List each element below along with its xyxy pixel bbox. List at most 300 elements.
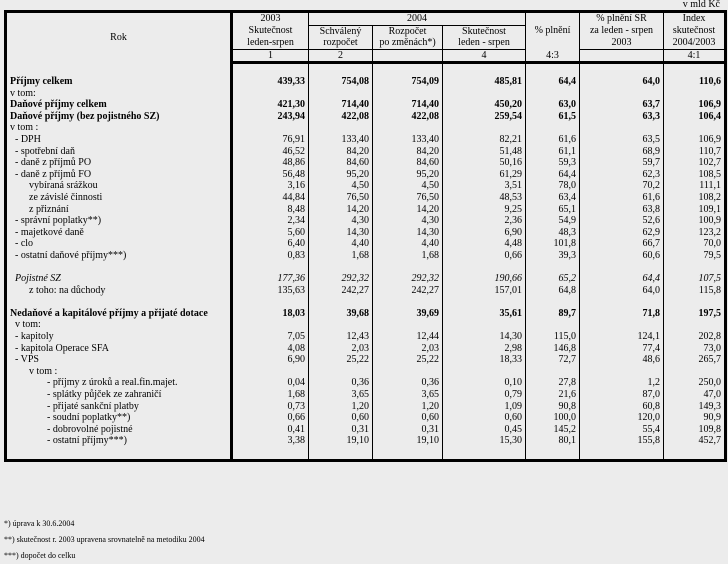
table-row xyxy=(6,192,726,204)
row-label: - majetkové daně xyxy=(15,226,84,238)
row-value: 73,0 xyxy=(664,343,726,355)
row-value: 2,98 xyxy=(443,343,526,355)
row-value: 292,32 xyxy=(309,273,373,285)
row-value: 4,30 xyxy=(373,215,443,227)
row-value: 106,9 xyxy=(664,134,726,146)
row-value: 25,22 xyxy=(373,354,443,366)
row-value: 1,09 xyxy=(443,401,526,413)
row-value xyxy=(526,261,580,273)
table-row xyxy=(6,319,726,331)
row-label xyxy=(6,447,232,460)
row-value: 61,6 xyxy=(580,192,664,204)
row-value: 177,36 xyxy=(232,273,309,285)
row-value: 1,20 xyxy=(373,401,443,413)
row-value: 87,0 xyxy=(580,389,664,401)
row-value: 54,9 xyxy=(526,215,580,227)
row-value: 65,1 xyxy=(526,204,580,216)
header-2003-period: leden-srpen xyxy=(232,37,309,49)
row-value: 0,73 xyxy=(232,401,309,413)
row-label: - clo xyxy=(15,238,34,250)
row-label: z přiznání xyxy=(29,203,69,215)
header-plneni-sr-1: % plnění SR xyxy=(580,12,664,26)
row-value xyxy=(526,319,580,331)
row-value: 145,2 xyxy=(526,424,580,436)
row-value: 70,2 xyxy=(580,180,664,192)
row-value xyxy=(232,447,309,460)
row-value: 19,10 xyxy=(373,435,443,447)
row-value: 8,48 xyxy=(232,204,309,216)
row-value: 714,40 xyxy=(373,99,443,111)
row-label: - DPH xyxy=(15,133,41,145)
table-row xyxy=(6,169,726,181)
table-row xyxy=(6,227,726,239)
row-value: 64,0 xyxy=(580,285,664,297)
row-value: 7,05 xyxy=(232,331,309,343)
row-value: 157,01 xyxy=(443,285,526,297)
header-skut-2: leden - srpen xyxy=(443,37,526,49)
row-value xyxy=(443,319,526,331)
row-value: 1,20 xyxy=(309,401,373,413)
row-value: 64,4 xyxy=(580,273,664,285)
row-value: 120,0 xyxy=(580,412,664,424)
row-value: 18,33 xyxy=(443,354,526,366)
table-row xyxy=(6,377,726,389)
row-value: 12,44 xyxy=(373,331,443,343)
row-label: - ostatní příjmy***) xyxy=(47,435,127,447)
row-value: 61,6 xyxy=(526,134,580,146)
row-value: 109,8 xyxy=(664,424,726,436)
unit-label: v mld Kč xyxy=(682,0,720,10)
row-value xyxy=(526,366,580,378)
row-label: - kapitoly xyxy=(15,331,54,343)
row-value: 27,8 xyxy=(526,377,580,389)
row-label: - přijaté sankční platby xyxy=(47,400,139,412)
row-value xyxy=(232,296,309,308)
row-label: v tom : xyxy=(29,365,58,377)
header-plneni-sr-2: za leden - srpen xyxy=(580,25,664,37)
row-value: 124,1 xyxy=(580,331,664,343)
row-label: - spotřební daň xyxy=(15,145,75,157)
row-value: 108,2 xyxy=(664,192,726,204)
row-value: 714,40 xyxy=(309,99,373,111)
row-value xyxy=(309,261,373,273)
row-value xyxy=(580,261,664,273)
row-value: 55,4 xyxy=(580,424,664,436)
row-value: 64,4 xyxy=(526,169,580,181)
row-value: 48,86 xyxy=(232,157,309,169)
row-value xyxy=(373,319,443,331)
table-body xyxy=(6,63,726,460)
table-row xyxy=(6,285,726,297)
header-skut-1: Skutečnost xyxy=(443,25,526,37)
row-value xyxy=(664,63,726,76)
row-value xyxy=(526,122,580,134)
header-2003-skut: Skutečnost xyxy=(232,25,309,37)
row-value: 50,16 xyxy=(443,157,526,169)
table-row xyxy=(6,261,726,273)
row-value: 71,8 xyxy=(580,308,664,320)
row-value: 48,3 xyxy=(526,227,580,239)
row-value: 12,43 xyxy=(309,331,373,343)
row-value xyxy=(580,319,664,331)
row-value: 102,7 xyxy=(664,157,726,169)
row-value: 3,51 xyxy=(443,180,526,192)
row-value: 21,6 xyxy=(526,389,580,401)
row-label xyxy=(6,261,232,273)
row-value: 108,5 xyxy=(664,169,726,181)
col-num-2: 2 xyxy=(309,49,373,63)
row-value: 14,30 xyxy=(373,227,443,239)
row-value: 100,9 xyxy=(664,215,726,227)
row-value: 84,60 xyxy=(373,157,443,169)
row-value: 242,27 xyxy=(309,285,373,297)
footnote: *) úprava k 30.6.2004 xyxy=(4,519,75,528)
row-value: 14,30 xyxy=(443,331,526,343)
table-row xyxy=(6,447,726,460)
table-row xyxy=(6,366,726,378)
row-value xyxy=(443,447,526,460)
row-value xyxy=(309,366,373,378)
row-value: 90,9 xyxy=(664,412,726,424)
row-label: Daňové příjmy celkem xyxy=(10,99,107,111)
row-value: 110,6 xyxy=(664,76,726,88)
row-value xyxy=(580,63,664,76)
row-value: 48,6 xyxy=(580,354,664,366)
row-value: 4,50 xyxy=(373,180,443,192)
row-label: - příjmy z úroků a real.fin.majet. xyxy=(47,377,178,389)
row-value: 9,25 xyxy=(443,204,526,216)
row-value: 80,1 xyxy=(526,435,580,447)
row-value xyxy=(526,63,580,76)
row-value: 19,10 xyxy=(309,435,373,447)
row-value: 101,8 xyxy=(526,238,580,250)
row-value xyxy=(373,88,443,100)
row-value xyxy=(443,122,526,134)
row-value: 197,5 xyxy=(664,308,726,320)
table-row xyxy=(6,99,726,111)
row-value: 109,1 xyxy=(664,204,726,216)
row-value: 61,29 xyxy=(443,169,526,181)
col-num-1: 1 xyxy=(232,49,309,63)
row-value: 64,4 xyxy=(526,76,580,88)
row-value: 135,63 xyxy=(232,285,309,297)
row-value xyxy=(526,88,580,100)
row-value: 77,4 xyxy=(580,343,664,355)
row-value xyxy=(443,296,526,308)
header-index-3: 2004/2003 xyxy=(664,37,726,49)
row-value: 84,60 xyxy=(309,157,373,169)
row-value: 63,4 xyxy=(526,192,580,204)
table-row xyxy=(6,63,726,76)
row-value: 0,60 xyxy=(373,412,443,424)
row-label: - dobrovolné pojistné xyxy=(47,423,133,435)
row-value: 485,81 xyxy=(443,76,526,88)
col-num-5: 4:3 xyxy=(526,49,580,63)
row-value: 115,8 xyxy=(664,285,726,297)
row-value: 0,66 xyxy=(232,412,309,424)
row-value: 79,5 xyxy=(664,250,726,262)
row-value xyxy=(580,88,664,100)
row-value: 4,30 xyxy=(309,215,373,227)
row-value: 60,8 xyxy=(580,401,664,413)
row-value: 450,20 xyxy=(443,99,526,111)
row-value: 107,5 xyxy=(664,273,726,285)
row-value: 95,20 xyxy=(373,169,443,181)
row-label: - daně z příjmů FO xyxy=(15,168,92,180)
row-value xyxy=(309,447,373,460)
row-value: 439,33 xyxy=(232,76,309,88)
row-value: 59,7 xyxy=(580,157,664,169)
row-value xyxy=(664,447,726,460)
table-row xyxy=(6,296,726,308)
row-value: 133,40 xyxy=(309,134,373,146)
row-value: 39,68 xyxy=(309,308,373,320)
table-row xyxy=(6,343,726,355)
row-value: 3,65 xyxy=(373,389,443,401)
row-value: 1,2 xyxy=(580,377,664,389)
row-value: 265,7 xyxy=(664,354,726,366)
row-value: 56,48 xyxy=(232,169,309,181)
row-value: 66,7 xyxy=(580,238,664,250)
col-num-3 xyxy=(373,49,443,63)
row-value: 95,20 xyxy=(309,169,373,181)
row-value: 60,6 xyxy=(580,250,664,262)
row-value xyxy=(309,122,373,134)
row-value: 1,68 xyxy=(232,389,309,401)
row-value: 0,60 xyxy=(443,412,526,424)
header-2004: 2004 xyxy=(309,12,526,26)
table-row xyxy=(6,122,726,134)
row-value: 421,30 xyxy=(232,99,309,111)
row-value xyxy=(232,88,309,100)
table-row xyxy=(6,134,726,146)
row-value: 6,90 xyxy=(443,227,526,239)
row-value: 259,54 xyxy=(443,111,526,123)
row-value: 4,40 xyxy=(309,238,373,250)
row-value: 51,48 xyxy=(443,146,526,158)
row-value: 6,40 xyxy=(232,238,309,250)
row-value: 62,3 xyxy=(580,169,664,181)
row-value: 76,91 xyxy=(232,134,309,146)
header-2003: 2003 xyxy=(232,12,309,26)
row-value xyxy=(373,447,443,460)
row-value: 48,53 xyxy=(443,192,526,204)
row-value: 106,9 xyxy=(664,99,726,111)
row-value: 76,50 xyxy=(309,192,373,204)
row-value xyxy=(232,319,309,331)
row-value: 3,16 xyxy=(232,180,309,192)
row-value: 133,40 xyxy=(373,134,443,146)
row-value: 82,21 xyxy=(443,134,526,146)
row-value: 61,5 xyxy=(526,111,580,123)
row-label: v tom: xyxy=(10,87,36,99)
row-label: - splátky půjček ze zahraničí xyxy=(47,389,162,400)
row-value: 0,31 xyxy=(309,424,373,436)
row-value: 123,2 xyxy=(664,227,726,239)
table-row xyxy=(6,88,726,100)
row-label: - správní poplatky**) xyxy=(15,215,102,227)
table-row xyxy=(6,111,726,123)
row-value xyxy=(309,88,373,100)
header-rozpocet-2: po změnách*) xyxy=(373,37,443,49)
row-value xyxy=(526,447,580,460)
row-value xyxy=(373,261,443,273)
row-value: 70,0 xyxy=(664,238,726,250)
table-row xyxy=(6,424,726,436)
row-label: ze závislé činnosti xyxy=(29,191,103,203)
row-value: 292,32 xyxy=(373,273,443,285)
header-plneni: % plnění xyxy=(526,12,580,50)
header-index-1: Index xyxy=(664,12,726,26)
row-value: 84,20 xyxy=(373,146,443,158)
row-value: 0,60 xyxy=(309,412,373,424)
row-value xyxy=(664,366,726,378)
row-value xyxy=(373,122,443,134)
row-value: 52,6 xyxy=(580,215,664,227)
row-value: 4,50 xyxy=(309,180,373,192)
row-value xyxy=(232,63,309,76)
row-value: 0,36 xyxy=(309,377,373,389)
table-row xyxy=(6,331,726,343)
row-value xyxy=(526,296,580,308)
row-value: 14,20 xyxy=(373,204,443,216)
row-value xyxy=(580,366,664,378)
header-schvaleny-1: Schválený xyxy=(309,25,373,37)
row-label: - VPS xyxy=(15,354,39,366)
header-rozpocet-1: Rozpočet xyxy=(373,25,443,37)
header-plneni-sr-3: 2003 xyxy=(580,37,664,49)
table-row xyxy=(6,412,726,424)
row-value: 1,68 xyxy=(309,250,373,262)
row-value: 250,0 xyxy=(664,377,726,389)
row-value: 155,8 xyxy=(580,435,664,447)
table-row xyxy=(6,401,726,413)
row-value xyxy=(664,296,726,308)
row-value xyxy=(443,63,526,76)
row-label: Pojistné SZ xyxy=(15,273,61,285)
row-label: - ostatní daňové příjmy***) xyxy=(15,249,127,261)
row-label xyxy=(6,296,232,308)
row-value: 149,3 xyxy=(664,401,726,413)
row-value: 64,0 xyxy=(580,76,664,88)
row-value: 44,84 xyxy=(232,192,309,204)
row-label: v tom: xyxy=(15,319,41,331)
row-value: 0,83 xyxy=(232,250,309,262)
row-value: 0,79 xyxy=(443,389,526,401)
row-label: z toho: na důchody xyxy=(29,284,106,296)
row-value xyxy=(232,366,309,378)
row-value: 89,7 xyxy=(526,308,580,320)
row-value: 0,10 xyxy=(443,377,526,389)
row-value xyxy=(443,366,526,378)
row-value: 4,48 xyxy=(443,238,526,250)
col-num-7: 4:1 xyxy=(664,49,726,63)
row-value: 0,41 xyxy=(232,424,309,436)
header-rok: Rok xyxy=(110,32,127,44)
row-value: 68,9 xyxy=(580,146,664,158)
row-value: 0,04 xyxy=(232,377,309,389)
row-value: 90,8 xyxy=(526,401,580,413)
row-value: 2,03 xyxy=(373,343,443,355)
table-row xyxy=(6,215,726,227)
row-value: 422,08 xyxy=(309,111,373,123)
table-row xyxy=(6,435,726,447)
row-label: - daně z příjmů PO xyxy=(15,157,92,169)
row-value: 47,0 xyxy=(664,389,726,401)
row-value: 84,20 xyxy=(309,146,373,158)
row-value: 63,3 xyxy=(580,111,664,123)
col-num-6 xyxy=(580,49,664,63)
budget-table xyxy=(4,10,727,462)
row-value: 242,27 xyxy=(373,285,443,297)
row-value xyxy=(443,88,526,100)
row-value xyxy=(309,296,373,308)
row-value xyxy=(373,366,443,378)
row-value: 63,5 xyxy=(580,134,664,146)
row-value: 243,94 xyxy=(232,111,309,123)
row-value: 63,7 xyxy=(580,99,664,111)
row-value xyxy=(664,88,726,100)
row-value: 72,7 xyxy=(526,354,580,366)
row-value: 14,20 xyxy=(309,204,373,216)
row-value: 0,45 xyxy=(443,424,526,436)
row-value: 35,61 xyxy=(443,308,526,320)
row-value: 62,9 xyxy=(580,227,664,239)
row-value xyxy=(232,261,309,273)
row-value: 3,38 xyxy=(232,435,309,447)
row-value: 64,8 xyxy=(526,285,580,297)
row-value: 754,08 xyxy=(309,76,373,88)
row-value xyxy=(309,319,373,331)
row-value: 422,08 xyxy=(373,111,443,123)
row-value: 39,3 xyxy=(526,250,580,262)
row-value xyxy=(232,122,309,134)
row-value: 452,7 xyxy=(664,435,726,447)
footnote: ***) dopočet do celku xyxy=(4,551,76,560)
row-value xyxy=(580,447,664,460)
row-value: 4,40 xyxy=(373,238,443,250)
row-label xyxy=(6,63,232,76)
row-value: 18,03 xyxy=(232,308,309,320)
table-row xyxy=(6,308,726,320)
row-value xyxy=(373,63,443,76)
row-value: 754,09 xyxy=(373,76,443,88)
row-value: 106,4 xyxy=(664,111,726,123)
table-row xyxy=(6,238,726,250)
row-value: 65,2 xyxy=(526,273,580,285)
row-value xyxy=(443,261,526,273)
row-value: 61,1 xyxy=(526,146,580,158)
row-value: 100,0 xyxy=(526,412,580,424)
table-row xyxy=(6,146,726,158)
row-value: 14,30 xyxy=(309,227,373,239)
row-label: - kapitola Operace SFA xyxy=(15,342,109,354)
row-value: 4,08 xyxy=(232,343,309,355)
row-value: 0,36 xyxy=(373,377,443,389)
row-value: 190,66 xyxy=(443,273,526,285)
row-value: 6,90 xyxy=(232,354,309,366)
row-value: 110,7 xyxy=(664,146,726,158)
row-label: v tom : xyxy=(10,122,39,134)
row-value: 76,50 xyxy=(373,192,443,204)
row-value: 63,0 xyxy=(526,99,580,111)
table-row xyxy=(6,354,726,366)
row-value: 3,65 xyxy=(309,389,373,401)
row-value xyxy=(664,319,726,331)
row-label: Příjmy celkem xyxy=(10,75,73,87)
row-value: 1,68 xyxy=(373,250,443,262)
row-value: 59,3 xyxy=(526,157,580,169)
